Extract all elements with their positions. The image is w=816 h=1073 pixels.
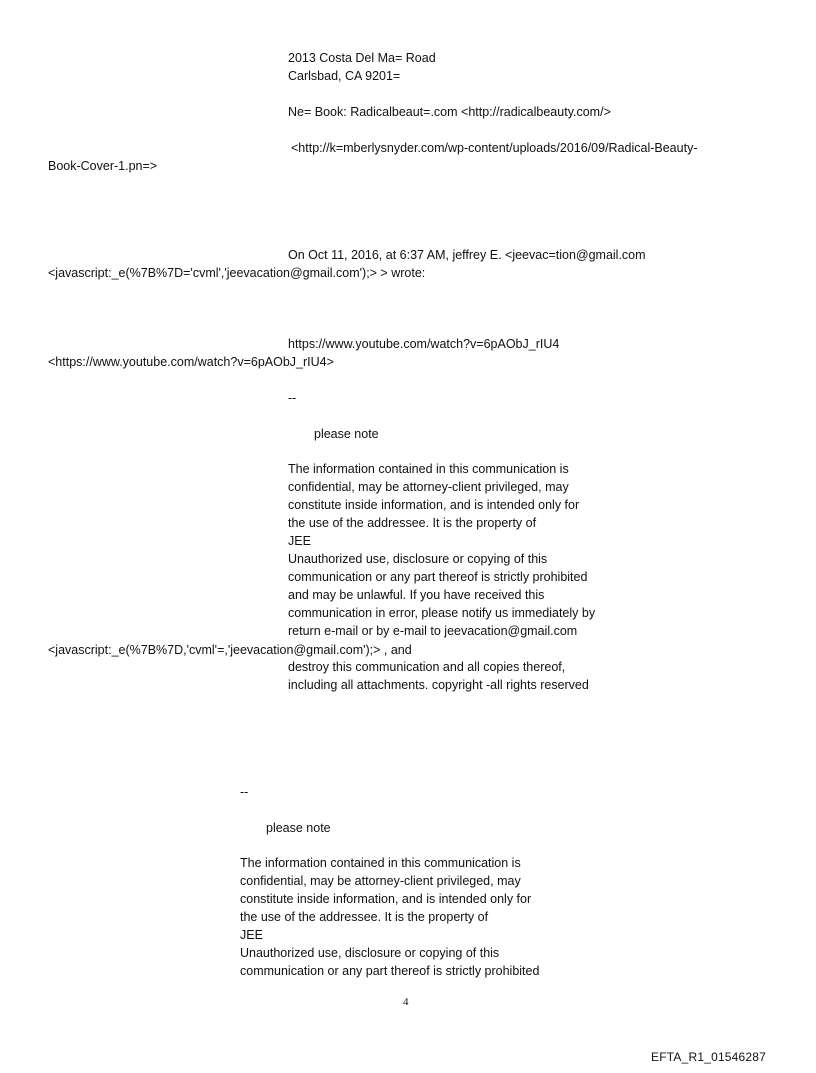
page-number: 4 [403, 996, 409, 1008]
image-link-line-1: <http://k=mberlysnyder.com/wp-content/uploads/2016/09/Radical-Beauty- [291, 141, 698, 155]
inner-sig-note: please note [314, 427, 379, 441]
inner-notice-line: confidential, may be attorney-client privileged, may [288, 480, 569, 494]
address-line-2: Carlsbad, CA 9201= [288, 69, 401, 83]
outer-sig-note: please note [266, 821, 331, 835]
inner-confidentiality-notice [288, 460, 595, 640]
youtube-link: https://www.youtube.com/watch?v=6pAObJ_rIU4 [288, 337, 560, 351]
quoted-header-line-1: On Oct 11, 2016, at 6:37 AM, jeffrey E. <jeevac=tion@gmail.com [288, 248, 646, 262]
document-id-footer: EFTA_R1_01546287 [651, 1050, 767, 1064]
inner-notice-line: the use of the addressee. It is the property of [288, 516, 537, 530]
inner-notice-line: communication or any part thereof is strictly prohibited [288, 570, 588, 584]
inner-notice-line: constitute inside information, and is intended only for [288, 498, 580, 512]
outer-confidentiality-notice [240, 854, 539, 980]
inner-notice-line: including all attachments. copyright -all rights reserved [288, 678, 589, 692]
inner-notice-line: Unauthorized use, disclosure or copying of this [288, 552, 548, 566]
inner-notice-line: JEE [288, 534, 311, 548]
outer-notice-line: the use of the addressee. It is the property of [240, 910, 489, 924]
outer-notice-line: constitute inside information, and is intended only for [240, 892, 532, 906]
outer-notice-line: The information contained in this communication is [240, 856, 521, 870]
inner-notice-line: and may be unlawful. If you have received this [288, 588, 545, 602]
inner-sig-dashes: -- [288, 391, 297, 405]
address-line-1: 2013 Costa Del Ma= Road [288, 51, 436, 65]
image-link-line-2: Book-Cover-1.pn=> [48, 159, 158, 173]
outer-notice-line: confidential, may be attorney-client privileged, may [240, 874, 521, 888]
outer-notice-line: communication or any part thereof is strictly prohibited [240, 964, 540, 978]
inner-js-line: <javascript:_e(%7B%7D,'cvml'=,'jeevacation@gmail.com');> , and [48, 643, 412, 657]
inner-notice-line: destroy this communication and all copies thereof, [288, 660, 566, 674]
outer-notice-line: Unauthorized use, disclosure or copying of this [240, 946, 500, 960]
inner-notice-line: return e-mail or by e-mail to jeevacation@gmail.com [288, 624, 578, 638]
outer-sig-dashes: -- [240, 785, 249, 799]
inner-notice-tail [288, 658, 589, 694]
outer-notice-line: JEE [240, 928, 263, 942]
quoted-header-line-2: <javascript:_e(%7B%7D='cvml','jeevacation@gmail.com');> > wrote: [48, 266, 426, 280]
inner-notice-line: The information contained in this communication is [288, 462, 569, 476]
inner-notice-line: communication in error, please notify us immediately by [288, 606, 596, 620]
new-book-line: Ne= Book: Radicalbeaut=.com <http://radicalbeauty.com/> [288, 105, 611, 119]
youtube-link-bracketed: <https://www.youtube.com/watch?v=6pAObJ_rIU4> [48, 355, 334, 369]
